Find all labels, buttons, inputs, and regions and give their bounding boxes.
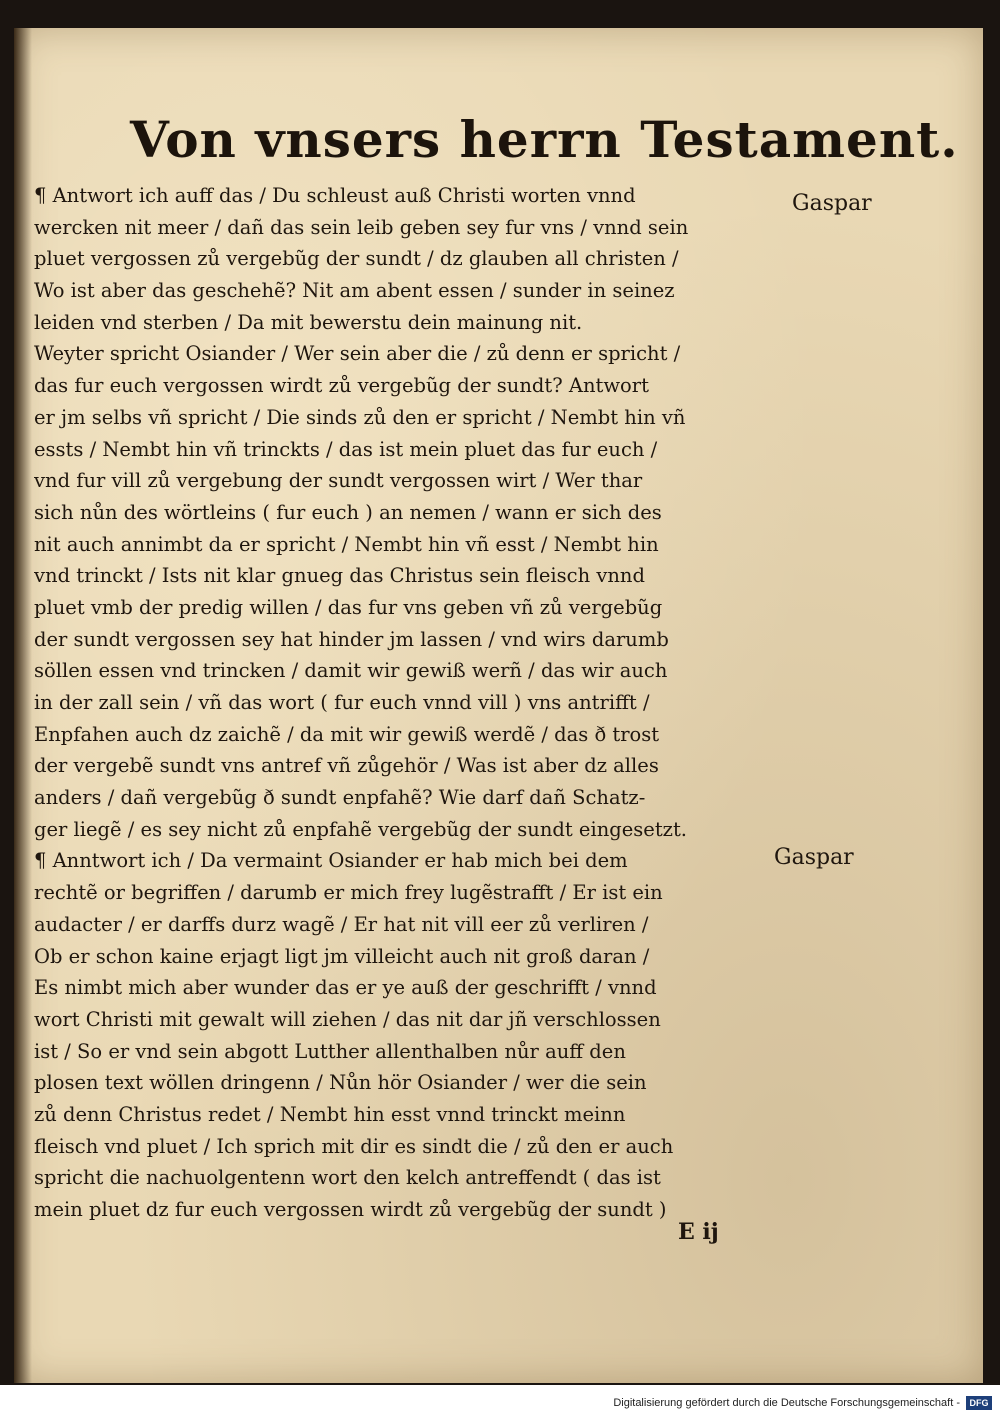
text-line: ger liegẽ / es sey nicht zů enpfahẽ vergebũg der sundt eingesetzt. [34, 817, 687, 841]
text-line: anders / dañ vergebũg ð sundt enpfahẽ? Wie darf dañ Schatz- [34, 786, 646, 810]
text-line: mein pluet dz fur euch vergossen wirdt zů vergebũg der sundt ) [34, 1198, 667, 1221]
text-line: ¶ Antwort ich auff das / Du schleust auß Christi worten vnnd [34, 184, 636, 207]
text-line: ist / So er vnd sein abgott Lutther allenthalben nůr auff den [34, 1039, 626, 1063]
text-line: der vergebẽ sundt vns antref vñ zůgehör / Was ist aber dz alles [34, 754, 659, 778]
book-page [14, 28, 983, 1383]
text-line: vnd fur vill zů vergebung der sundt vergossen wirt / Wer thar [34, 469, 643, 493]
text-line: Enpfahen auch dz zaichẽ / da mit wir gewiß werdẽ / das ð trost [34, 722, 660, 746]
text-line: wort Christi mit gewalt will ziehen / das nit dar jñ verschlossen [34, 1007, 661, 1031]
text-line: söllen essen vnd trincken / damit wir gewiß werñ / das wir auch [34, 659, 668, 683]
signature-mark: E ij [678, 1219, 719, 1245]
text-line: Weyter spricht Osiander / Wer sein aber die / zů denn er spricht / [34, 342, 681, 366]
body-text [34, 180, 794, 1226]
text-line: pluet vergossen zů vergebũg der sundt / dz glauben all christen / [34, 247, 679, 271]
text-line: vnd trinckt / Ists nit klar gnueg das Christus sein fleisch vnnd [34, 564, 645, 588]
text-line: audacter / er darffs durz wagẽ / Er hat nit vill eer zů verliren / [34, 912, 649, 936]
text-line: nit auch annimbt da er spricht / Nembt hin vñ esst / Nembt hin [34, 532, 659, 556]
text-line: Es nimbt mich aber wunder das er ye auß der geschrifft / vnnd [34, 976, 657, 1000]
marginal-note: Gaspar [792, 191, 872, 216]
binding-shadow [14, 28, 32, 1383]
text-line: Ob er schon kaine erjagt ligt jm villeicht auch nit groß daran / [34, 944, 650, 968]
text-line: essts / Nembt hin vñ trinckts / das ist mein pluet das fur euch / [34, 437, 658, 461]
text-line: pluet vmb der predig willen / das fur vns geben vñ zů vergebũg [34, 595, 663, 619]
text-line: wercken nit meer / dañ das sein leib geben sey fur vns / vnnd sein [34, 215, 689, 239]
text-line: ¶ Anntwort ich / Da vermaint Osiander er hab mich bei dem [34, 849, 628, 873]
text-line: leiden vnd sterben / Da mit bewerstu dein mainung nit. [34, 310, 583, 334]
text-line: zů denn Christus redet / Nembt hin esst vnnd trinckt meinn [34, 1102, 626, 1126]
text-line: plosen text wöllen dringenn / Nůn hör Osiander / wer die sein [34, 1071, 647, 1095]
text-line: das fur euch vergossen wirdt zů vergebũg der sundt? Antwort [34, 374, 649, 398]
running-title: Von vnsers herrn Testament. [130, 110, 959, 169]
text-line: fleisch vnd pluet / Ich sprich mit dir es sindt die / zů den er auch [34, 1134, 674, 1158]
text-line: in der zall sein / vñ das wort ( fur euch vnnd vill ) vns antrifft / [34, 691, 650, 714]
text-line: sich nůn des wörtleins ( fur euch ) an nemen / wann er sich des [34, 500, 662, 524]
text-line: spricht die nachuolgentenn wort den kelch antreffendt ( das ist [34, 1166, 661, 1190]
dfg-logo: DFG [966, 1396, 992, 1410]
text-line: Wo ist aber das geschehẽ? Nit am abent essen / sunder in seinez [34, 279, 675, 303]
marginal-note: Gaspar [774, 845, 854, 870]
text-line: er jm selbs vñ spricht / Die sinds zů den er spricht / Nembt hin vñ [34, 405, 686, 429]
footer-credit: Digitalisierung gefördert durch die Deutsche Forschungsgemeinschaft - [613, 1397, 960, 1409]
text-line: rechtẽ or begriffen / darumb er mich frey lugẽstrafft / Er ist ein [34, 881, 663, 905]
footer-bar [0, 1385, 1000, 1417]
text-line: der sundt vergossen sey hat hinder jm lassen / vnd wirs darumb [34, 627, 669, 651]
